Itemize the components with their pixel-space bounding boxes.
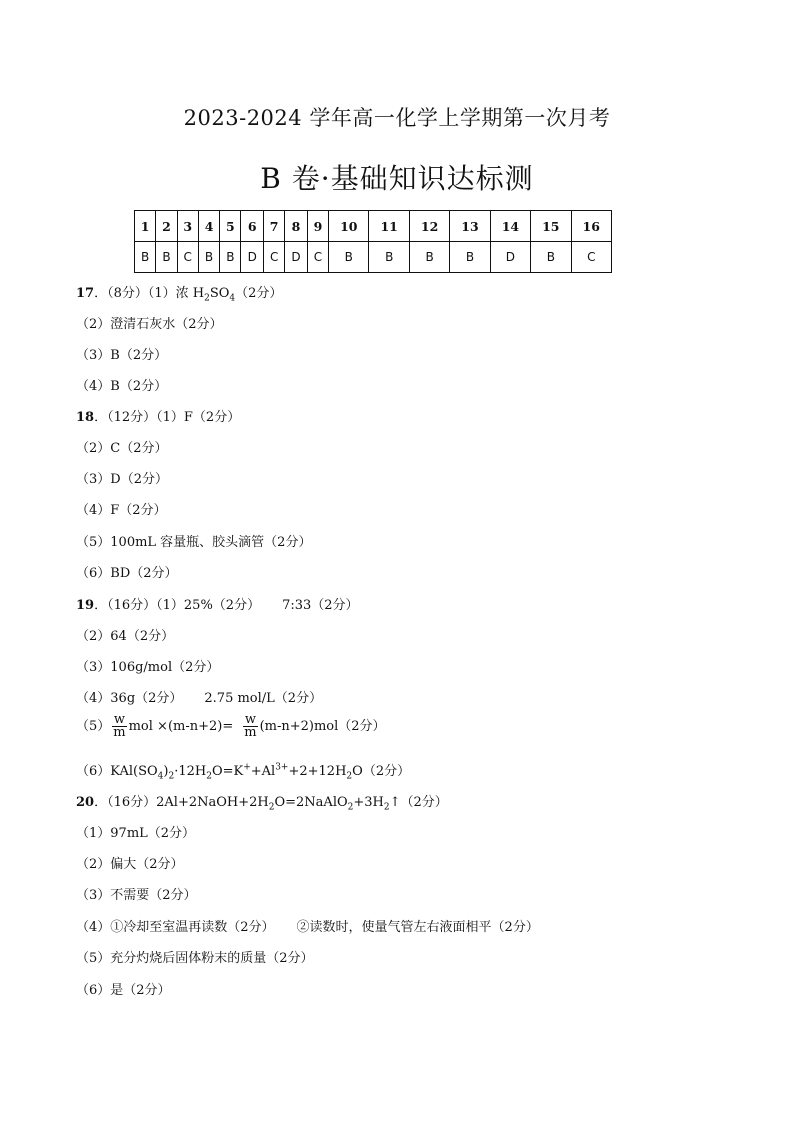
question-number-cell: 12: [409, 211, 449, 242]
question-number-row: [135, 211, 612, 242]
q17-answer-3: （3）B（2分）: [76, 348, 168, 363]
page-title: 2023-2024 学年高一化学上学期第一次月考: [183, 106, 611, 130]
answer-cell: C: [177, 242, 198, 273]
answer-cell: B: [450, 242, 490, 273]
q20-answer-4: （4）①冷却至室温再读数（2分） ②读数时，使量气管左右液面相平（2分）: [76, 920, 539, 935]
question-number-cell: 6: [241, 211, 264, 242]
q18-header: 18．（12分）（1）F（2分）: [76, 410, 241, 425]
answer-cell: B: [135, 242, 156, 273]
q17-header: 17．（8分）（1）浓 $H_2SO_4(2$分）: [76, 286, 283, 304]
q20-number: 20: [76, 795, 95, 810]
q19-answer-3: （3）106g/mol（2分）: [76, 660, 220, 675]
answer-cell: B: [531, 242, 571, 273]
q18-answer-2: （2）C（2分）: [76, 441, 168, 456]
answer-cell: C: [571, 242, 611, 273]
fraction-w-over-m: $\frac{w}{m}$: [113, 712, 126, 740]
fraction-w-over-m: $\frac{w}{m}$: [244, 712, 257, 740]
q20-answer-5: （5）充分灼烧后固体粉末的质量（2分）: [76, 951, 314, 966]
q18-answer-5: （5）100mL 容量瓶、胶头滴管（2分）: [76, 535, 312, 550]
question-number-cell: 5: [220, 211, 241, 242]
answer-cell: D: [285, 242, 308, 273]
choice-answer-table: [134, 210, 612, 273]
q19-header: 19．（16分）（1）25%（2分） 7:33（2分）: [76, 598, 359, 613]
answer-cell: B: [198, 242, 219, 273]
answer-row: [135, 242, 612, 273]
q20-header: 20．（16分）$2Al+2NaOH+2H_2O=2NaAlO_2+3H_2↑(2$分）: [76, 795, 448, 813]
answer-cell: B: [409, 242, 449, 273]
q19-answer-2: （2）64（2分）: [76, 629, 175, 644]
answer-cell: C: [307, 242, 328, 273]
answer-cell: D: [241, 242, 264, 273]
q19-answer-6: $(6)KAl(SO_4)_2\cdot 12H_2O=K^++Al^{3+}+2+12H_2O(2$分）: [76, 762, 411, 782]
question-number-cell: 8: [285, 211, 308, 242]
answer-cell: B: [220, 242, 241, 273]
question-number-cell: 9: [307, 211, 328, 242]
q20-answer-6: （6）是（2分）: [76, 983, 171, 998]
q18-answer-6: （6）BD（2分）: [76, 566, 178, 581]
q19-answer-4: （4）36g（2分） 2.75 mol/L（2分）: [76, 691, 323, 706]
question-number-cell: 2: [156, 211, 177, 242]
question-number-cell: 15: [531, 211, 571, 242]
page-subtitle: B 卷·基础知识达标测: [260, 162, 534, 195]
answer-cell: C: [263, 242, 284, 273]
q17-number: 17: [76, 286, 95, 301]
q19-number: 19: [76, 598, 95, 613]
q18-number: 18: [76, 410, 95, 425]
question-number-cell: 13: [450, 211, 490, 242]
q17-answer-4: （4）B（2分）: [76, 379, 168, 394]
q20-answer-2: （2）偏大（2分）: [76, 857, 184, 872]
question-number-cell: 10: [329, 211, 369, 242]
answer-cell: B: [156, 242, 177, 273]
question-number-cell: 11: [369, 211, 409, 242]
question-number-cell: 1: [135, 211, 156, 242]
q20-answer-1: （1）97mL（2分）: [76, 826, 196, 841]
q18-answer-4: （4）F（2分）: [76, 503, 167, 518]
q17-answer-2: （2）澄清石灰水（2分）: [76, 317, 223, 332]
question-number-cell: 14: [490, 211, 530, 242]
question-number-cell: 16: [571, 211, 611, 242]
q19-answer-5: （5） $\frac{w}{m}$ mol ×(m-n+2)= $\frac{w}{m}$ (m-n+2)mol（2分）: [76, 712, 386, 740]
answer-cell: B: [329, 242, 369, 273]
q20-answer-3: （3）不需要（2分）: [76, 888, 197, 903]
question-number-cell: 7: [263, 211, 284, 242]
q18-answer-3: （3）D（2分）: [76, 472, 168, 487]
question-number-cell: 3: [177, 211, 198, 242]
question-number-cell: 4: [198, 211, 219, 242]
answer-cell: D: [490, 242, 530, 273]
answer-cell: B: [369, 242, 409, 273]
